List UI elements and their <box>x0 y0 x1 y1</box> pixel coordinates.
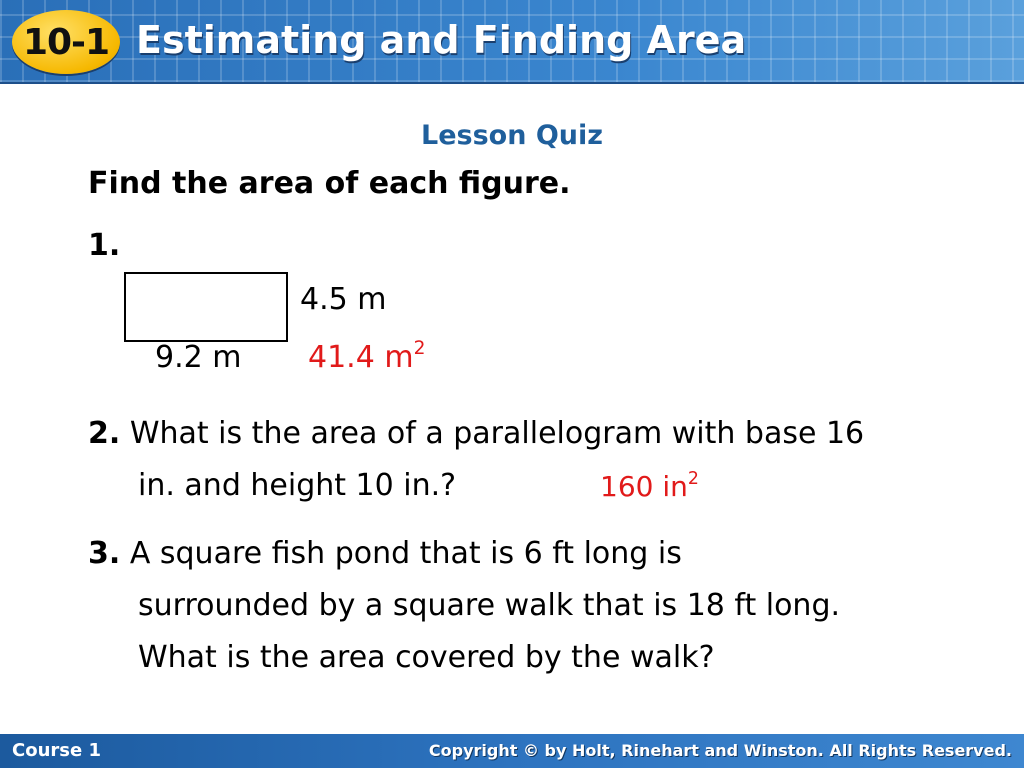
question-3-text-line2: surrounded by a square walk that is 18 ft long. <box>138 588 841 623</box>
question-2-answer <box>600 470 699 503</box>
instruction-text: Find the area of each figure. <box>88 166 571 201</box>
header-bar <box>0 0 1024 84</box>
question-3-text-line1: A square fish pond that is 6 ft long is <box>120 536 682 571</box>
question-3-number: 3. <box>88 536 121 571</box>
rectangle-height-label: 4.5 m <box>300 282 387 317</box>
question-2-text-line2: in. and height 10 in.? <box>138 468 457 503</box>
question-3 <box>88 528 988 684</box>
question-1-number: 1. <box>88 228 121 263</box>
section-subtitle: Lesson Quiz <box>421 120 603 151</box>
course-label: Course 1 <box>12 740 101 761</box>
lesson-badge <box>12 10 120 74</box>
question-1-answer <box>308 337 426 375</box>
question-2-text-line1: What is the area of a parallelogram with base 16 <box>120 416 865 451</box>
question-2-number: 2. <box>88 416 121 451</box>
answer-2-exponent: 2 <box>687 468 699 489</box>
lesson-number: 10-1 <box>22 21 110 63</box>
question-2 <box>88 408 988 512</box>
rectangle-figure <box>124 272 288 342</box>
answer-1-exponent: 2 <box>413 337 426 359</box>
question-3-text-line3: What is the area covered by the walk? <box>138 640 715 675</box>
footer-bar <box>0 734 1024 768</box>
rectangle-width-label: 9.2 m <box>155 340 242 375</box>
slide-title: Estimating and Finding Area <box>136 18 747 62</box>
answer-2-value: 160 in <box>600 470 688 503</box>
answer-1-value: 41.4 m <box>308 340 414 375</box>
copyright-text: Copyright © by Holt, Rinehart and Winston. All Rights Reserved. <box>428 741 1012 760</box>
